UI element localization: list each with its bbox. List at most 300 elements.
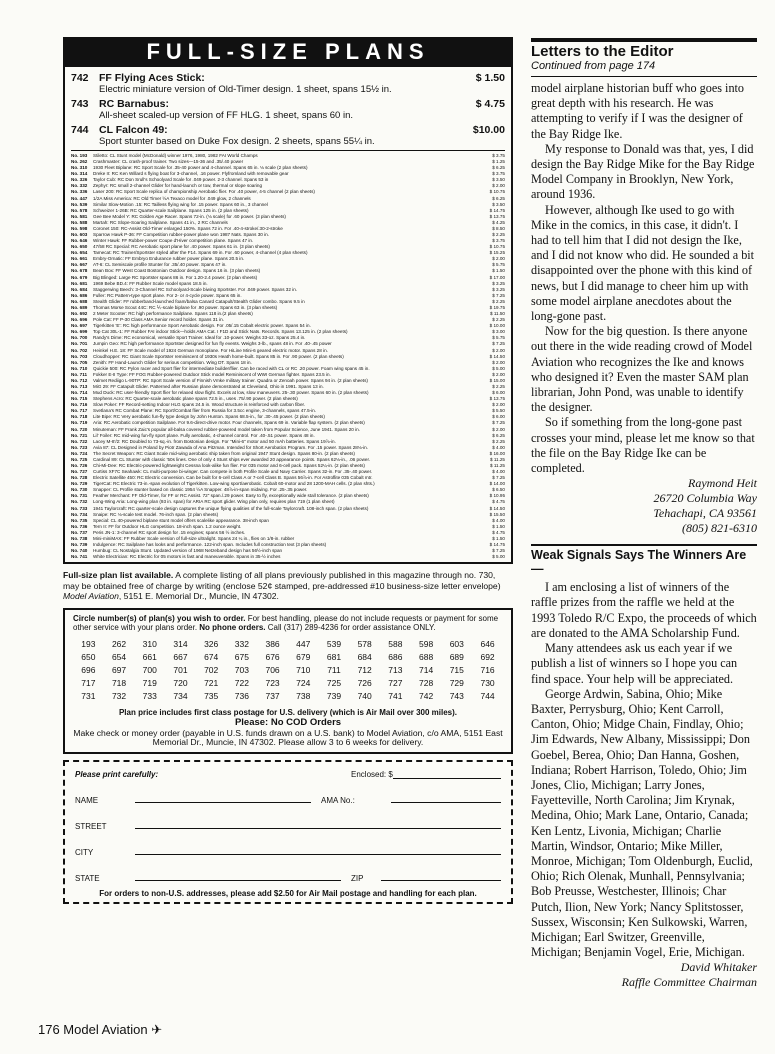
plan-price: $ 4.00 <box>492 517 505 523</box>
paragraph: So if something from the long-gone past crosses your mind, please let me know so that the file on the Bay Ridge Ike can be completed. <box>531 415 755 476</box>
plan-number-option[interactable]: 326 <box>204 639 219 650</box>
plan-number-option[interactable]: 720 <box>173 678 188 689</box>
plan-number-option[interactable]: 739 <box>326 691 342 702</box>
plan-number: No. 716 <box>71 402 88 408</box>
plan-number-option[interactable]: 447 <box>296 639 311 650</box>
plan-number: No. 728 <box>71 475 88 481</box>
featured-plan <box>71 124 505 136</box>
plan-price: $ 6.25 <box>492 165 505 171</box>
print-carefully: Please print carefully: <box>75 769 159 779</box>
plan-price: $ 10.75 <box>489 244 505 250</box>
plan-description: Coronet 150: RC-Assist Old-Timer enlarged 150%. Spans 72 in. For .40-4-stroke/.30-2-stroke <box>93 225 283 231</box>
plan-price: $ 19.75 <box>489 304 505 310</box>
plan-number-option[interactable]: 679 <box>296 652 311 663</box>
plan-number-option[interactable]: 730 <box>480 678 495 689</box>
plan-number-option[interactable]: 688 <box>418 652 434 663</box>
plan-description: Martah: RC Slope-Soaring Sailplane. Spans 41 in., 2 RC channels <box>93 219 228 225</box>
plan-number: No. 701 <box>71 341 88 347</box>
plan-number: No. 699 <box>71 329 88 335</box>
plan-description: Humbug: CL Nostalgia Stunt. Updated version of 1968 Netzeband design has 56½-inch span <box>93 548 283 554</box>
plan-price: $ 14.75 <box>489 542 505 547</box>
signature-line: Raymond Heit <box>688 476 757 491</box>
plan-price: $ 11.50 <box>490 311 505 317</box>
plan-description: Tigerkitten 'E': RC high performance Sport Aerobatic design. For .05/.15 Cobalt electric power. Spans 54 in. <box>93 323 311 329</box>
plan-number: No. 727 <box>71 469 88 475</box>
plan-number-option[interactable]: 724 <box>296 678 311 689</box>
plan-description: Cloudhopper: RC Giant Scale Sportster reminiscent of 1930s Heath home-built. Spans 85 in. For .90 power. (2 plan sheets) <box>93 353 344 359</box>
plan-number: No. 650 <box>71 244 88 250</box>
plans-column <box>63 37 513 904</box>
plan-number-option[interactable]: 675 <box>234 652 249 663</box>
note-magazine: Model Aviation <box>63 591 119 602</box>
plan-description: Lil' Foiler: RC mid-wing fun-fly sport plane. Fully aerobatic, 4-channel control. For .40-.51 power. Spans 48 in. <box>93 432 315 438</box>
plan-number-option[interactable]: 731 <box>81 691 96 702</box>
plan-number-option[interactable]: 681 <box>326 652 342 663</box>
plan-number-option[interactable]: 539 <box>326 639 342 650</box>
plan-number-option[interactable]: 692 <box>480 652 495 663</box>
grid-row <box>73 652 503 665</box>
plan-description: 1930 Fleet Biplane: RC Sport Scale for .35-40 power and 4-channel. Spans 65 in. ⅛ scale (2 plan sheets) <box>93 165 308 171</box>
plan-description: Peris JN-1: 3-channel RC sport design for .15 engines; spans 56 ½ inches. <box>93 529 246 535</box>
plan-price: $ 3.00 <box>492 329 505 335</box>
plan-number-option[interactable]: 262 <box>111 639 127 650</box>
signature-line: Raffle Committee Chairman <box>621 975 757 990</box>
order-box <box>63 608 513 754</box>
plan-description: Curtiss XF7C Seahawk: CL multi-purpose bi-winger. Can compete in both Profile Scale and Navy Carrier. Spans 32-in. For .35-.40 power. <box>93 469 373 475</box>
plan-number-option[interactable]: 686 <box>388 652 403 663</box>
plan-number: No. 726 <box>71 462 88 468</box>
ama-label: AMA No.: <box>321 795 355 805</box>
name-field[interactable] <box>135 801 311 803</box>
plan-number-option[interactable]: 714 <box>418 665 434 676</box>
plan-price: $ 3.25 <box>492 286 505 292</box>
plan-number-option[interactable]: 721 <box>204 678 219 689</box>
plan-description: Heinkel H.E. 18: FF Scale model of 1924 German monoplane. For HiLine Mini-6 geared electric motor. Spans 28 in. <box>93 347 328 353</box>
plan-price: $ 3.50 <box>492 201 505 207</box>
plan-description: Stealth Glider: FF rubberband-launched foam/balsa Canard Catapult/Stealth Glider combo. Spans 9.5 in <box>93 298 305 304</box>
plan-number-option[interactable]: 193 <box>81 639 96 650</box>
enclosed-label: Enclosed: $ <box>351 769 393 779</box>
street-label: STREET <box>75 821 107 831</box>
plan-number: No. 713 <box>71 383 88 389</box>
featured-plan-name: RC Barnabus: <box>99 98 170 110</box>
note-address: , 5151 E. Memorial Dr., Muncie, IN 47302. <box>118 591 279 602</box>
plan-number: No. 603 <box>71 232 88 238</box>
plan-description: 1969 Bebe BD.4: FF Rubber Scale model spans 18.5 in. <box>93 280 208 286</box>
plan-number-option[interactable]: 310 <box>142 639 157 650</box>
plan-number-option[interactable]: 716 <box>480 665 495 676</box>
plan-description: Jumpin Geo: RC high performance Sportster designed for fun fly events. Weighs 3-lb., spans 48 in. For .40-.45 power <box>93 341 332 347</box>
plan-number: No. 578 <box>71 207 88 213</box>
plan-number-option[interactable]: 578 <box>357 639 372 650</box>
zip-field[interactable] <box>381 879 501 881</box>
plan-description: Crashmaster: CL crash-proof trainer. Two sizes—15-36 and .35/.40 power <box>93 159 244 165</box>
paragraph: George Ardwin, Sabina, Ohio; Mike Baxter, Perrysburg, Ohio; Kent Carroll, Canton, Ohio; Midge Chain, Findlay, Ohio; Jim Edwards, New Albany, Mississippi; Don Goebel, Berea, Ohio; Dan Hanna, Goshen, Indiana; Robert Harrison, Toledo, Ohio; Jim Jones, Clio, Michigan; Larry Jones, Fayetteville, North Carolina; Jim Krynak, Medina, Ohio; Mark Lane, Ontario, Canada; Ken Lentz, Livonia, Michigan; Charlie Martin, Windsor, Ontario; Mike Miller, Monroe, Michigan; Tom Oldenburgh, Euclid, Ohio; Rich Olenak, Munhall, Pennsylvania; Bob Preusse, Westchester, Illinois; Char Putch, Ilion, New York; Nancy Splitstosser, Sussex, Wisconsin; Ken Sulkowski, Warren, Michigan; Earl Switzer, Greenville, Michigan; Benjamin Vogel, Erie, Michigan. <box>531 686 753 960</box>
plan-price: $ 11.25 <box>490 456 505 462</box>
plan-description: Valmet Rediigo L-90TP: RC Sport Scale version of Finnish Vmke military trainer. Quadra or Zenoah power. Spans 94 in. (2 plan sheets) <box>93 377 368 383</box>
featured-plan-price: $ 1.50 <box>475 72 505 84</box>
signature-line: 26720 Columbia Way <box>653 491 757 506</box>
plan-price: $ 15.25 <box>489 250 505 256</box>
plan-number-option[interactable]: 702 <box>204 665 219 676</box>
plan-price: $ 5.75 <box>492 262 505 268</box>
plan-description: Chi-Mi-Dee: RC Electric-powered lightweight Cessna look-alike fun flier. For 035 motor and 6-cell pack. Spans 52¼-in. (2 plan sheets) <box>93 462 365 468</box>
plan-description: Lacey M-8'/2: RC Doubled to 73-sq.-in. from Bostonian design. For "Mini-6" motor and 50 mAh batteries. Spans 19⅞-in. <box>93 438 336 444</box>
plan-number: No. 733 <box>71 505 88 511</box>
plan-description: Staggerwing Beech: 3-Channel RC Schoolyard-Scale biwing Sportster. For .049 power. Spans 32 in. <box>93 286 298 292</box>
plan-number: No. 725 <box>71 456 88 462</box>
plan-price: $ 1.50 <box>492 523 505 529</box>
plan-number: No. 314 <box>71 171 88 177</box>
plan-price: $ 1.25 <box>492 159 505 165</box>
payment-note: Make check or money order (payable in U.S. funds drawn on a U.S. bank) to Model Aviation, c/o AMA, 5151 East Memorial Dr., Muncie, IN 47302. Please allow 3 to 6 weeks for delivery. <box>73 727 503 748</box>
order-text2: Call (317) 289-4236 for order assistance ONLY. <box>265 623 436 633</box>
plan-number-option[interactable]: 706 <box>265 665 280 676</box>
plan-number: No. 193 <box>71 153 88 158</box>
plan-description: 2 Meter Scooter: RC high performance Sailplane. Spans 118 in.(2 plan sheets) <box>93 311 253 317</box>
signature-line: Tehachapi, CA 93561 <box>653 506 757 521</box>
plan-price: $ 2.00 <box>492 183 505 189</box>
plan-description: Randy's Dime: RC economical, versatile Sport Trainer. Ideal for .10-power. Weighs 33-oz. Spans 25.4 in. <box>93 335 306 341</box>
letters-signature <box>531 476 757 536</box>
plan-price: $ 3.25 <box>492 280 505 286</box>
order-phone: No phone orders. <box>199 623 266 633</box>
plan-price: $ 17.00 <box>489 274 505 280</box>
plans-box <box>63 67 513 564</box>
note-text: A complete listing of all plans previously published in this magazine through no. 730, may be obtained free of charge by writing (enclose 52¢ stamped, pre-addressed #10 business-size letter envelope) <box>63 570 501 591</box>
plan-price: $ 7.25 <box>492 548 505 554</box>
plan-description: Top Cat 30L-1: FF Rubber FAI indoor Stick—holds AMA Cat. I F1D and Stick Nats. Records. Spans 13.125 in. (2 plan sheets) <box>93 329 348 335</box>
plan-number-option[interactable]: 733 <box>142 691 157 702</box>
signature-line: David Whitaker <box>680 960 757 975</box>
plan-number-option[interactable]: 741 <box>388 691 403 702</box>
letters-title: Letters to the Editor <box>531 38 757 60</box>
plan-price: $ 2.00 <box>492 371 505 377</box>
plan-number-option[interactable]: 684 <box>357 652 372 663</box>
plan-number-option[interactable]: 737 <box>265 691 280 702</box>
plan-number-option[interactable]: 603 <box>449 639 464 650</box>
plan-number: No. 684 <box>71 286 88 292</box>
paragraph: I am enclosing a list of winners of the raffle prizes from the raffle we held at the 1993 Toledo R/C Expo, the proceeds of which are donated to the AMA Scholarship Fund. <box>531 580 757 640</box>
order-text: For best handling, please do not include requests or payment for some other service with your plans order. <box>73 613 499 633</box>
cod-note: Please: No COD Orders <box>234 717 342 729</box>
plan-price: $ 2.00 <box>492 402 505 408</box>
plan-price: $ 7.25 <box>492 420 505 426</box>
plan-price: $ 4.00 <box>492 469 505 475</box>
plan-number-option[interactable]: 717 <box>81 678 96 689</box>
plan-description: Special: CL 40-powered biplane stunt model offers scalelike appearance. 38-inch span <box>93 517 269 523</box>
price-note: Plan price includes first class postage for U.S. delivery (which is Air Mail over 300 miles). <box>118 707 458 717</box>
plan-number: No. 740 <box>71 548 88 554</box>
letters-body <box>531 81 757 476</box>
plan-description: Gee Bee Model Y: RC Golden Age Racer. Spans 72-in. (⅛ scale) for .60 power. (3 plan sheets) <box>93 213 286 219</box>
plan-number: No. 729 <box>71 481 88 487</box>
plan-number-option[interactable]: 732 <box>111 691 127 702</box>
enclosed-field[interactable] <box>393 770 501 779</box>
plan-number-option[interactable]: 729 <box>449 678 464 689</box>
ama-field[interactable] <box>391 801 501 803</box>
plan-price: $ 2.00 <box>492 256 505 262</box>
plan-price: $ 5.00 <box>492 365 505 371</box>
plan-price: $ 14.50 <box>489 353 505 359</box>
plan-number: No. 718 <box>71 414 88 420</box>
plan-description: Schweizer 1-26B: RC Quarter-scale Sailplane. Spans 125 in. (2 plan sheets) <box>93 207 249 213</box>
plan-price: $ 10.00 <box>489 323 505 329</box>
plan-description: Big Blinged: Large RC Sportster spans 86 in. For 1.20-2.4 power. (2 plan sheets) <box>93 274 258 280</box>
plan-number: No. 326 <box>71 177 88 183</box>
plan-number: No. 697 <box>71 323 88 329</box>
plan-number-option[interactable]: 718 <box>111 678 127 689</box>
weak-signals-signature <box>531 960 757 990</box>
plan-number-option[interactable]: 727 <box>388 678 403 689</box>
plan-number-option[interactable]: 386 <box>265 639 280 650</box>
plan-number-option[interactable]: 700 <box>142 665 157 676</box>
plan-number-option[interactable]: 735 <box>204 691 219 702</box>
plan-description: The Secret Weapon: RC Giant Scale mid-wing aerobatic ship taken from original 1947 Stunt design. Spans 80-in. (2 plan sheets) <box>93 450 355 456</box>
plan-number-option[interactable]: 742 <box>418 691 434 702</box>
plan-price: $ 7.25 <box>492 292 505 298</box>
plan-description: Taylor Cub: RC Don Srull's Schoolyard Scale for .049 power. 2-3 channel. Spans 53 in <box>93 177 269 183</box>
city-field[interactable] <box>135 853 501 855</box>
plan-description: Zenith: FF Hand-Launch Glider for serious competition. Wing DT. Spans 18 in. <box>93 359 252 365</box>
plan-number: No. 715 <box>71 396 88 402</box>
plan-number-option[interactable]: 728 <box>418 678 434 689</box>
plan-number-option[interactable]: 725 <box>326 678 342 689</box>
plan-price: $ 3.75 <box>492 171 505 177</box>
plan-number: No. 736 <box>71 523 88 529</box>
plan-number: No. 720 <box>71 426 88 432</box>
plan-description: Tern II: FF for Outdoor HLG competition. 18-inch span. 1.2 ounce weight. <box>93 523 242 529</box>
foreign-orders-note: For orders to non-U.S. addresses, please add $2.50 for Air Mail postage and handling for each plan. <box>99 888 477 898</box>
plan-price: $ 16.00 <box>489 450 505 456</box>
plan-number-option[interactable]: 722 <box>234 678 249 689</box>
plan-list <box>71 150 505 560</box>
plan-number: No. 692 <box>71 311 88 317</box>
plan-number-option[interactable]: 744 <box>480 691 495 702</box>
plan-description: Tamecat: RC Trainer/Sportster styled after the F14. Spans 69 in. For .60 power, 4-channel (4 plan sheets) <box>93 250 308 256</box>
plan-description: 1941 Taylorcraft: RC quarter-scale design captures the unique flying qualities of the full-scale Taylorcraft. 108-inch span. (2 plan sheets) <box>93 505 369 511</box>
plan-number-option[interactable]: 689 <box>449 652 464 663</box>
plan-description: Minuteman: FF Frank Zaic's popular all-balsa covered rubber-powered model taken from Popular Science, June 1941. Spans 20 in. <box>93 426 360 432</box>
plan-number-option[interactable]: 701 <box>173 665 188 676</box>
plan-description: Mini-miniMAX: FF Rubber Scale version of full-size ultralight. Spans 24 ¼ in., flies on 1/8-in. rubber <box>93 535 295 541</box>
plan-number-option[interactable]: 719 <box>142 678 157 689</box>
plan-description: Slow Poker: FF Record-setting Indoor HLG spans 24.5 in. Wood structure is reinforced with carbon fiber. <box>93 402 306 408</box>
signature-line: (805) 821-6310 <box>682 521 757 536</box>
plan-number-option[interactable]: 734 <box>173 691 188 702</box>
plan-number-option[interactable]: 723 <box>265 678 280 689</box>
plan-price: $ 5.00 <box>492 554 505 560</box>
plan-price: $ 2.25 <box>492 298 505 304</box>
featured-plan-name: FF Flying Aces Stick: <box>99 72 205 84</box>
plan-price: $ 14.75 <box>489 207 505 213</box>
plan-description: Feather Merchant: FF Old-Timer, for FF or RC Assist. 72" span./.29 power. Easy to fly, exceptionally wide stall tolerance. (2 plan sheets) <box>93 493 369 499</box>
plan-number-option[interactable]: 676 <box>265 652 280 663</box>
plan-number-option[interactable]: 667 <box>173 652 188 663</box>
plan-number: No. 689 <box>71 304 88 310</box>
featured-plans <box>71 72 505 147</box>
plan-description: MiG 29: FF Catapult Glider. Patterned after Russian plane demonstrated at Cleveland, Ohio in 1991. Spans 13 in. <box>93 383 324 389</box>
order-form <box>63 760 513 904</box>
plan-row <box>71 554 505 560</box>
featured-plan-price: $ 4.75 <box>475 98 505 110</box>
plan-number: No. 686 <box>71 292 88 298</box>
plan-number: No. 732 <box>71 499 88 505</box>
plan-price: $ 8.50 <box>492 225 505 231</box>
plan-price: $ 6.50 <box>492 487 505 493</box>
featured-plan-number: 743 <box>71 98 89 110</box>
note-bold: Full-size plan list available. <box>63 570 174 581</box>
plan-number-option[interactable]: 661 <box>142 652 157 663</box>
page-footer: 176 Model Aviation ✈ <box>38 1022 163 1037</box>
plan-price: $ 14.00 <box>489 481 505 487</box>
featured-plan-description: All-sheet scaled-up version of FF HLG. 1 sheet, spans 60 in. <box>99 110 353 121</box>
plan-description: TigerCat: RC Electric 73-in.-span evolution of Tigerkitten. Low-wing sport/aerobatic. Cobalt 60-motor and 28 1200-MAH cells. (2 plan shts.) <box>93 481 375 487</box>
plan-number: No. 681 <box>71 280 88 286</box>
plan-price: $ 7.25 <box>492 341 505 347</box>
plan-description: Snaipe: RC ⅛-scale test model. 76-inch span. (2 plan sheets) <box>93 511 219 517</box>
plan-number-option[interactable]: 646 <box>480 639 495 650</box>
paragraph: model airplane historian buff who goes into great depth with his research. He was attempting to verify if I was the designer of the Bay Ridge Ike. <box>531 81 745 141</box>
plan-description: Thomas Morse Scout 44C: RC ⅕-scale biplane for .90 power. Spans 63 in. (3 plan sheets) <box>93 304 278 310</box>
plan-price: $ 6.00 <box>492 414 505 420</box>
weak-signals-body <box>531 580 757 960</box>
plan-description: Mud Duck: RC user-friendly Sport flier for relaxed slow flight. Excels at low, slow maneuvers. 25-.30 power. Spans 60 in. (2 plan sheets) <box>93 390 369 396</box>
plan-number: No. 724 <box>71 450 88 456</box>
plan-price: $ 4.75 <box>492 499 505 505</box>
paragraph: Many attendees ask us each year if we publish a list of winners so I hope you can find space. Your help will be appreciated. <box>531 641 738 686</box>
grid-row <box>73 639 503 652</box>
plan-number: No. 721 <box>71 432 88 438</box>
plan-number: No. 678 <box>71 268 88 274</box>
order-head: Circle number(s) of plan(s) you wish to order. <box>73 613 246 623</box>
plan-description: AT-6: CL Semiscale profile Stunter for .35/.40 power. Spans 47 in. <box>93 262 227 268</box>
plan-price: $ 6.25 <box>492 195 505 201</box>
plan-number-option[interactable]: 740 <box>357 691 372 702</box>
plan-price: $ 11.25 <box>490 462 505 468</box>
street-field[interactable] <box>135 827 501 829</box>
plan-description: Svetlana's RC Combat Plane: RC Sport/Combat flier from Russia for 3.5cc engine, 3-channels, spans 47.5-in. <box>93 408 317 414</box>
plan-number: No. 703 <box>71 353 88 359</box>
letters-column <box>531 38 757 990</box>
plan-number: No. 598 <box>71 225 88 231</box>
plan-price: $ 2.25 <box>492 232 505 238</box>
plan-price: $ 6.00 <box>492 390 505 396</box>
grid-row <box>73 691 503 704</box>
plan-number-option[interactable]: 654 <box>111 652 127 663</box>
featured-plan-price: $10.00 <box>472 124 505 136</box>
plan-number: No. 539 <box>71 201 88 207</box>
plan-number-option[interactable]: 713 <box>388 665 403 676</box>
plan-description: Embry-Ornatic: FF Embryo Endurance rubber power plane. Spans 20.5 in. <box>93 256 245 262</box>
plan-description: Lite Bipe: RC Very aerobatic fun-fly type design by John Hunton. Spans 68.5-in., for .30-.45 power. (2 plan sheets) <box>93 414 325 420</box>
plan-description: Stephens Acro: RC Quarter-scale aerobatic plane spans 72.5 in., uses .75/.90 power. (2 plan sheets) <box>93 396 298 402</box>
plan-list-note <box>63 570 513 602</box>
city-label: CITY <box>75 847 94 857</box>
plan-description: Quickie 500: RC Pylon racer and Sport flier for intermediate builder/flier. Can be raced with CL or RC .20 power. Foam wing spans 45 in. <box>93 365 370 371</box>
plan-price: $ 2.00 <box>492 347 505 353</box>
plan-price: $ 5.75 <box>492 335 505 341</box>
plan-number: No. 679 <box>71 274 88 280</box>
plan-number: No. 336 <box>71 189 88 195</box>
plan-number-option[interactable]: 712 <box>357 665 372 676</box>
plan-number-option[interactable]: 710 <box>296 665 311 676</box>
plan-number: No. 654 <box>71 250 88 256</box>
plan-price: $ 3.75 <box>492 238 505 244</box>
plan-number-option[interactable]: 332 <box>234 639 249 650</box>
featured-plan-description: Sport stunter based on Duke Fox design. 2 sheets, spans 55¼ in. <box>99 136 375 147</box>
plan-number: No. 332 <box>71 183 88 189</box>
plan-description: Pole Cat: FF P-30 Class AMA Senior record holder. Spans 31 in. <box>93 317 224 323</box>
plan-price: $ 10.95 <box>489 493 505 499</box>
plan-number: No. 262 <box>71 159 88 165</box>
plan-number-option[interactable]: 696 <box>81 665 96 676</box>
plan-number: No. 731 <box>71 493 88 499</box>
plan-number: No. 688 <box>71 298 88 304</box>
plan-number-option[interactable]: 588 <box>388 639 403 650</box>
plan-description: Indulgence: RC Sailplane has looks and performance. 122-inch span. Includes full construction text (3 plan sheets) <box>93 542 327 547</box>
letters-subtitle: Continued from page 174 <box>531 60 757 77</box>
plan-description: Bean Box: FF West Coast Bostonian Outdoor design. Spans 16 in. (3 plan sheets) <box>93 268 261 274</box>
featured-plan <box>71 98 505 110</box>
plans-banner: FULL-SIZE PLANS <box>63 37 513 67</box>
plan-number-option[interactable]: 598 <box>418 639 434 650</box>
plan-price: $ 7.25 <box>492 475 505 481</box>
plan-number: No. 730 <box>71 487 88 493</box>
plan-description: 1/2A Miss America: RC Old Timer ½A Texaco model for .049 glow, 2 channels <box>93 195 251 201</box>
name-label: NAME <box>75 795 99 805</box>
plan-number-option[interactable]: 743 <box>449 691 464 702</box>
plan-price: $ 14.50 <box>489 505 505 511</box>
plan-number-option[interactable]: 674 <box>204 652 219 663</box>
plan-description: Similar Slow-Motion .15: RC Tailless flying wing for .15 power. Spans 60 in., 3 channel <box>93 201 268 207</box>
plan-number: No. 714 <box>71 390 88 396</box>
plan-number: No. 696 <box>71 317 88 323</box>
plan-number: No. 737 <box>71 529 88 535</box>
plan-price: $ 2.25 <box>492 383 505 389</box>
plan-price: $ 3.50 <box>492 177 505 183</box>
paragraph: My response to Donald was that, yes, I did design the Bay Ridge Mike for the Bay Ridge Model Company in Brooklyn, New York, around 1936. <box>531 141 755 202</box>
weak-signals-title: Weak Signals Says The Winners Are— <box>531 544 757 576</box>
featured-plan-number: 744 <box>71 124 89 136</box>
grid-row <box>73 665 503 678</box>
featured-plan-name: CL Falcon 49: <box>99 124 168 136</box>
plan-number: No. 741 <box>71 554 88 560</box>
plan-description: Dreke II: RC Ken Willard s flying boat for 3-channel, .16 power. Flyfromland with removable gear <box>93 171 289 177</box>
plan-number: No. 447 <box>71 195 88 201</box>
zip-label: ZIP <box>351 873 364 883</box>
plan-number-option[interactable]: 736 <box>234 691 249 702</box>
plan-description: Sparrow Hawk P-36: FF Competition rubber-power plane won 1987 Nats. Spans 30 in. <box>93 232 269 238</box>
plan-price: $ 4.75 <box>492 529 505 535</box>
plan-number: No. 700 <box>71 335 88 341</box>
plan-description: Aria: RC Aerobatic competition Sailplane. For 9.6-direct-drive motor. Four channels, Spans 69 in. Variable flap system. (2 plan sheets) <box>93 420 365 426</box>
plan-number-option[interactable]: 711 <box>327 665 341 676</box>
plan-number: No. 667 <box>71 262 88 268</box>
plan-description: Fokker E-II Type: FF FOG Rubber-powered Outdoor Stick model Reminiscent of WWI German fighter. Spans 23.5 in. <box>93 371 331 377</box>
plan-number-option[interactable]: 703 <box>234 665 249 676</box>
plan-number-grid <box>73 639 503 704</box>
state-field[interactable] <box>135 879 341 881</box>
plan-number-option[interactable]: 650 <box>81 652 96 663</box>
plan-number-option[interactable]: 314 <box>173 639 188 650</box>
plan-number-option[interactable]: 697 <box>111 665 127 676</box>
plan-number-option[interactable]: 726 <box>357 678 372 689</box>
plan-price: $ 10.75 <box>489 189 505 195</box>
plan-number-option[interactable]: 738 <box>296 691 311 702</box>
plan-number-option[interactable]: 715 <box>449 665 464 676</box>
plan-number: No. 712 <box>71 377 88 383</box>
